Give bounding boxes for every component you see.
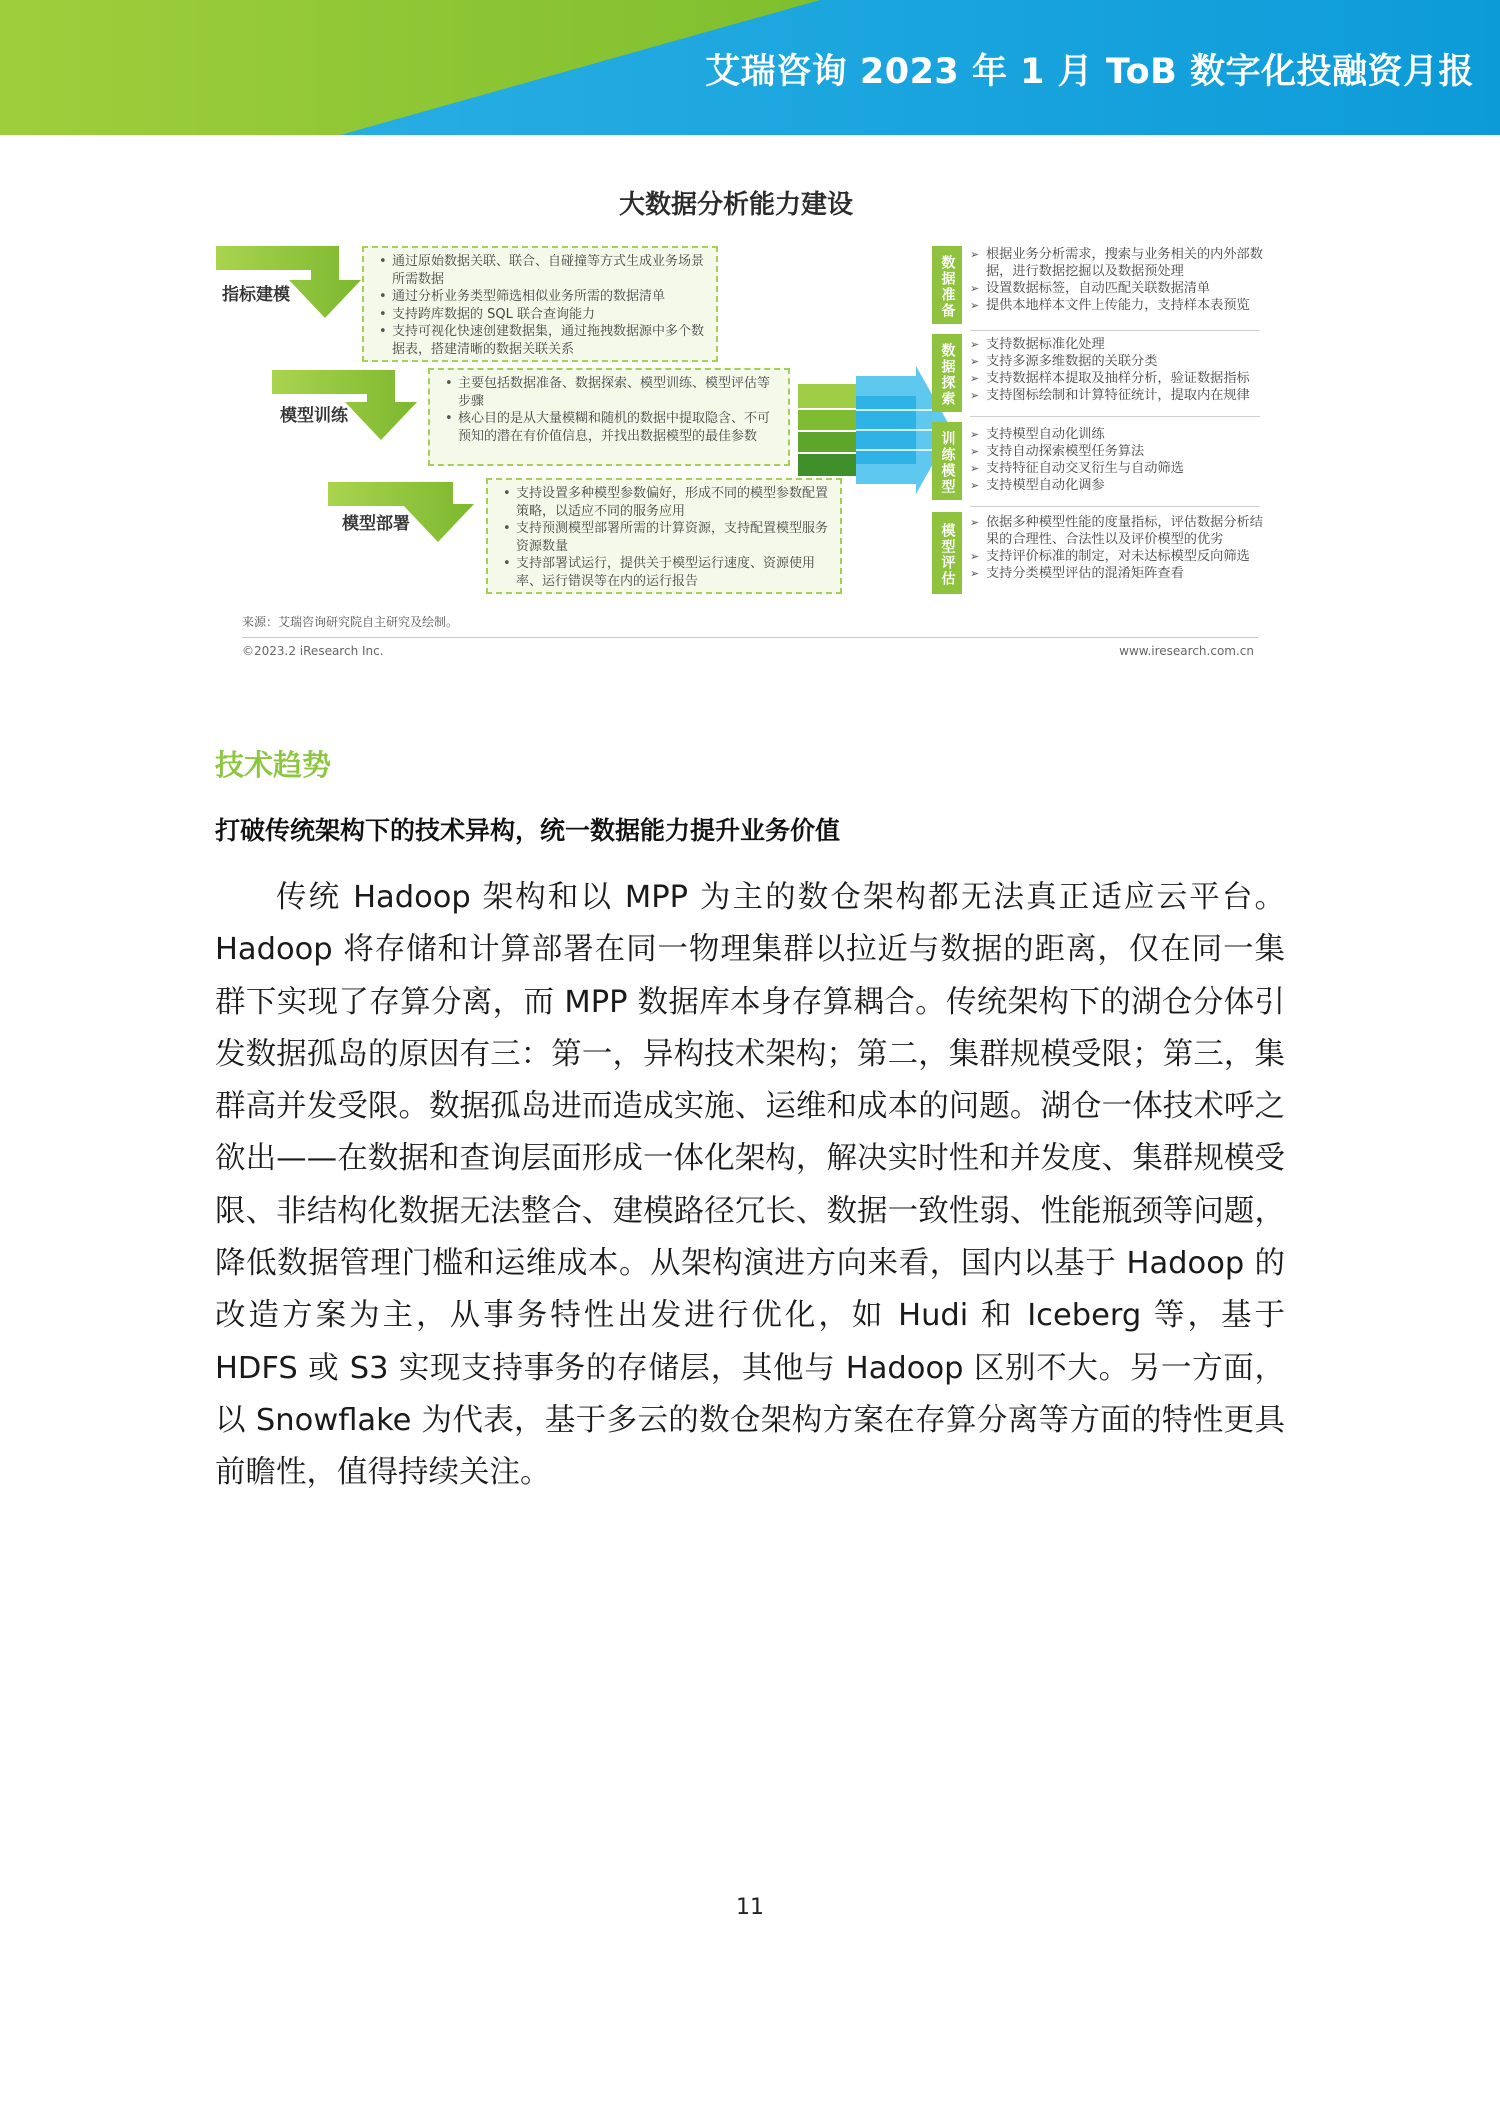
category-item: ➢ 支持图标绘制和计算特征统计，提取内在规律 (970, 387, 1266, 404)
stage-3-bullet: • 支持设置多种模型参数偏好，形成不同的模型参数配置策略，以适应不同的服务应用 (516, 485, 832, 520)
figure-copyright: ©2023.2 iResearch Inc. (242, 644, 384, 658)
category-item: ➢ 支持模型自动化训练 (970, 426, 1266, 443)
category-label-model-eval (932, 512, 962, 594)
category-label-text: 数据探索 (939, 342, 956, 407)
category-divider (970, 416, 1260, 417)
stage-2-bullet: • 主要包括数据准备、数据探索、模型训练、模型评估等步骤 (458, 375, 780, 410)
category-divider (970, 330, 1260, 331)
stage-1-bullet: • 通过分析业务类型筛选相似业务所需的数据清单 (392, 288, 708, 306)
category-label-text: 模型评估 (939, 522, 956, 587)
stage-box-1 (362, 246, 718, 362)
stage-2-bullet: • 核心目的是从大量模糊和随机的数据中提取隐含、不可预知的潜在有价值信息，并找出数据模型的最佳参数 (458, 410, 780, 445)
section-subheading: 打破传统架构下的技术异构，统一数据能力提升业务价值 (215, 816, 841, 845)
category-item: ➢ 支持模型自动化调参 (970, 477, 1266, 494)
category-items-data-prep (970, 246, 1266, 314)
stage-box-2 (428, 368, 790, 466)
stage-label-1: 指标建模 (222, 285, 290, 305)
report-title: 艾瑞咨询 2023 年 1 月 ToB 数字化投融资月报 (705, 52, 1474, 92)
stage-1-bullet: • 通过原始数据关联、联合、自碰撞等方式生成业务场景所需数据 (392, 253, 708, 288)
category-item: ➢ 支持特征自动交叉衍生与自动筛选 (970, 460, 1266, 477)
category-label-text: 数据准备 (939, 254, 956, 319)
category-item: ➢ 支持数据标准化处理 (970, 336, 1266, 353)
category-items-model-eval (970, 514, 1266, 582)
category-label-train-model (932, 422, 962, 500)
page-header (0, 0, 1500, 135)
body-paragraph: 传统 Hadoop 架构和以 MPP 为主的数仓架构都无法真正适应云平台。Hadoop 将存储和计算部署在同一物理集群以拉近与数据的距离，仅在同一集群下实现了存算分离，而 MPP 数据库本身存算耦合。传统架构下的湖仓分体引发数据孤岛的原因有三：第一，异构技术架构；第二，集群规模受限；第三，集群高并发受限。数据孤岛进而造成实施、运维和成本的问题。湖仓一体技术呼之欲出——在数据和查询层面形成一体化架构，解决实时性和并发度、集群规模受限、非结构化数据无法整合、建模路径冗长、数据一致性弱、性能瓶颈等问题，降低数据管理门槛和运维成本。从架构演进方向来看，国内以基于 Hadoop 的改造方案为主，从事务特性出发进行优化，如 Hudi 和 Iceberg 等，基于 HDFS 或 S3 实现支持事务的存储层，其他与 Hadoop 区别不大。另一方面，以 Snowflake 为代表，基于多云的数仓架构方案在存算分离等方面的特性更具前瞻性，值得持续关注。 (215, 880, 1285, 1491)
stage-3-bullet: • 支持预测模型部署所需的计算资源，支持配置模型服务资源数量 (516, 520, 832, 555)
figure-website: www.iresearch.com.cn (1119, 644, 1254, 658)
category-item: ➢ 支持评价标准的制定，对未达标模型反向筛选 (970, 548, 1266, 565)
category-items-train-model (970, 426, 1266, 494)
category-label-data-explore (932, 334, 962, 412)
category-item: ➢ 支持数据样本提取及抽样分析，验证数据指标 (970, 370, 1266, 387)
category-items-data-explore (970, 336, 1266, 404)
page-number: 11 (736, 1895, 764, 1920)
category-item: ➢ 提供本地样本文件上传能力，支持样本表预览 (970, 297, 1266, 314)
category-item: ➢ 根据业务分析需求，搜索与业务相关的内外部数据，进行数据挖掘以及数据预处理 (970, 246, 1266, 280)
figure-divider (242, 637, 1258, 638)
stage-1-bullet: • 支持跨库数据的 SQL 联合查询能力 (392, 306, 708, 324)
category-item: ➢ 支持自动探索模型任务算法 (970, 443, 1266, 460)
stage-box-3 (486, 478, 842, 594)
figure-title: 大数据分析能力建设 (618, 190, 853, 220)
category-divider (970, 506, 1260, 507)
section-heading: 技术趋势 (215, 748, 332, 782)
converging-block (798, 366, 952, 494)
category-item: ➢ 设置数据标签，自动匹配关联数据清单 (970, 280, 1266, 297)
stage-3-bullet: • 支持部署试运行，提供关于模型运行速度、资源使用率、运行错误等在内的运行报告 (516, 555, 832, 590)
stage-label-3: 模型部署 (342, 514, 410, 534)
category-label-text: 训练模型 (939, 430, 956, 495)
figure-source: 来源：艾瑞咨询研究院自主研究及绘制。 (242, 615, 459, 629)
category-item: ➢ 依据多种模型性能的度量指标，评估数据分析结果的合理性、合法性以及评价模型的优劣 (970, 514, 1266, 548)
stage-label-2: 模型训练 (280, 406, 348, 426)
category-label-data-prep (932, 246, 962, 324)
capability-figure (216, 170, 1262, 670)
category-item: ➢ 支持多源多维数据的关联分类 (970, 353, 1266, 370)
stage-1-bullet: • 支持可视化快速创建数据集，通过拖拽数据源中多个数据表，搭建清晰的数据关联关系 (392, 323, 708, 358)
category-item: ➢ 支持分类模型评估的混淆矩阵查看 (970, 565, 1266, 582)
